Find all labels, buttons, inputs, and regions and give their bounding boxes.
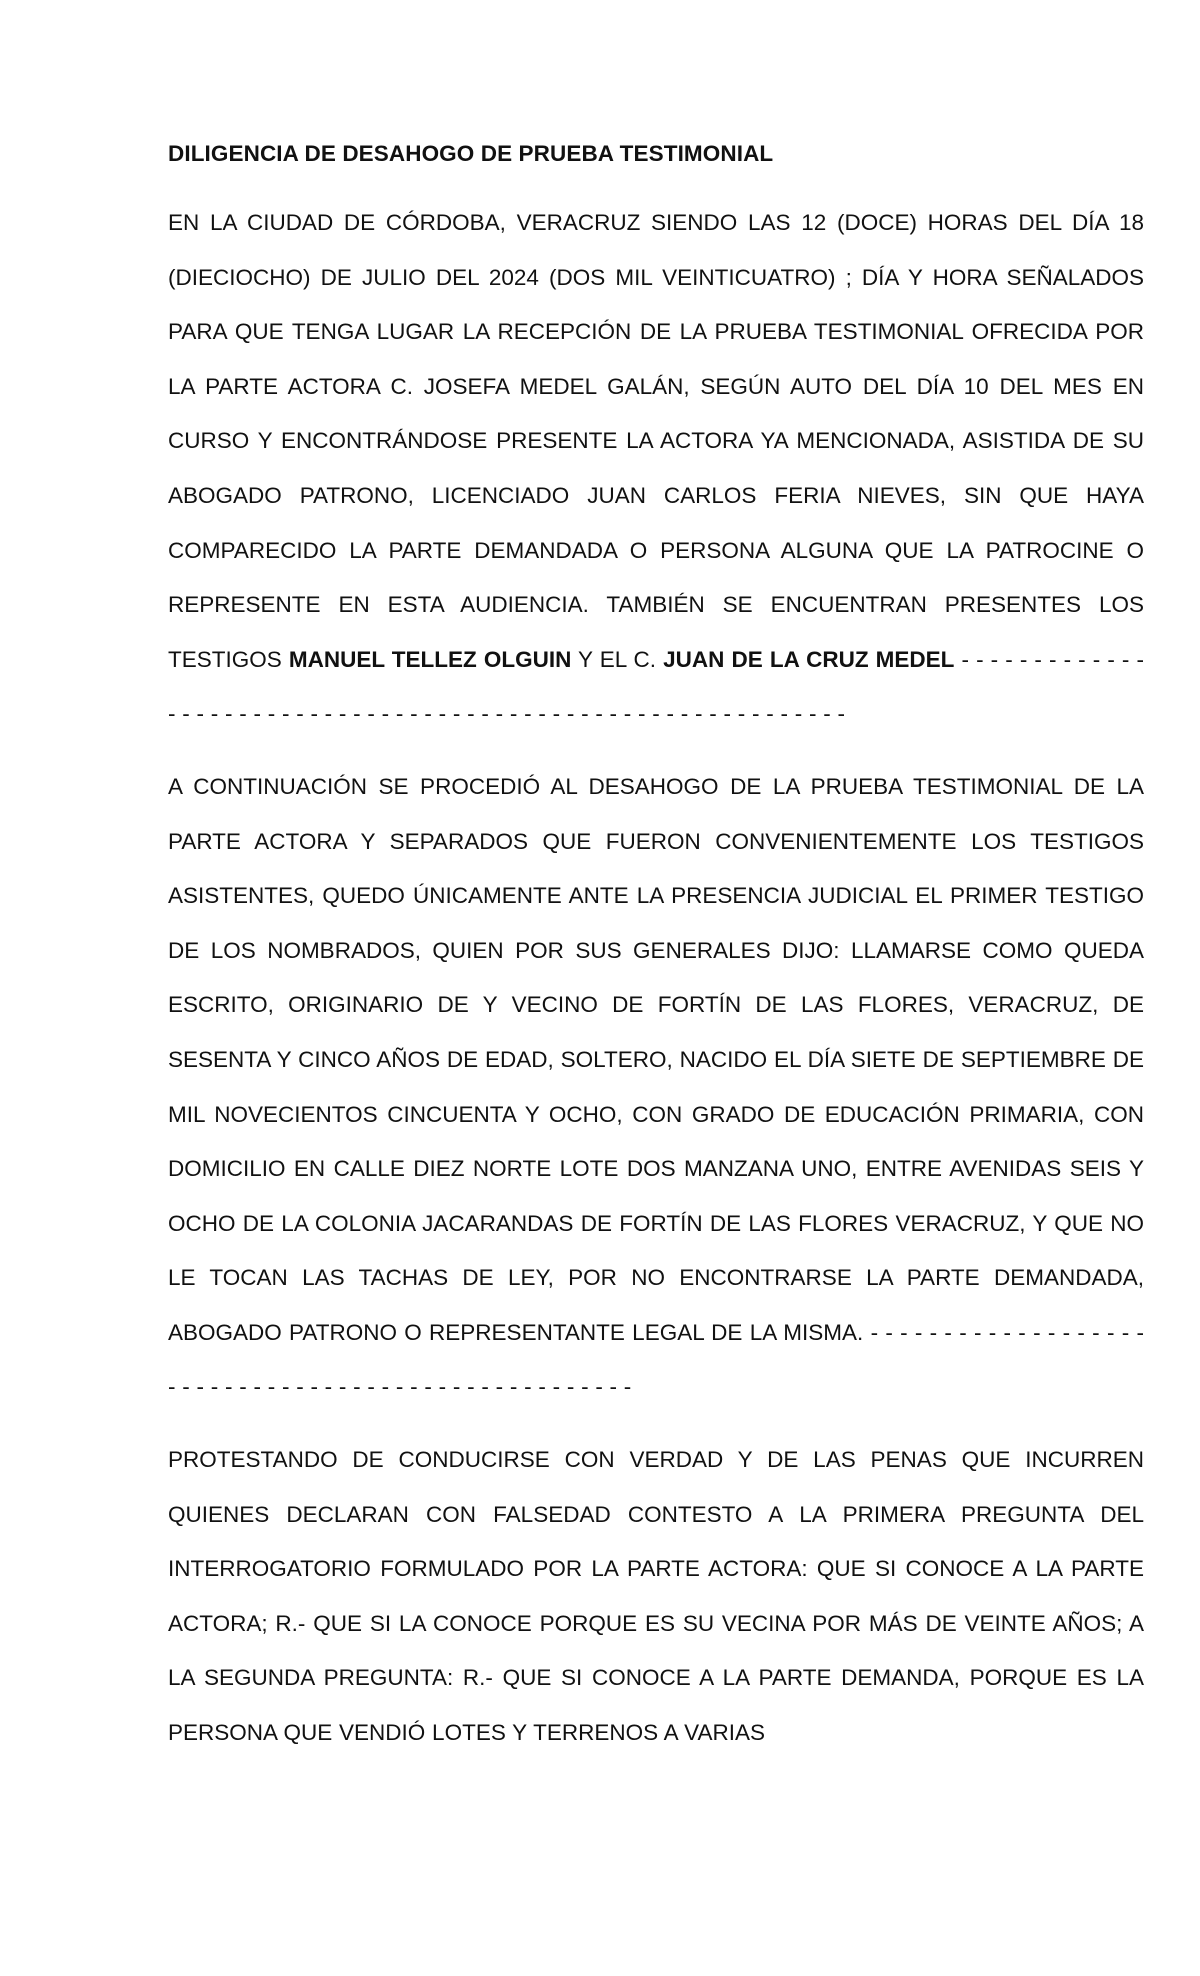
witness-name-1: MANUEL TELLEZ OLGUIN	[288, 646, 572, 672]
paragraph-opening	[168, 196, 1144, 742]
paragraph-opening-connector: Y EL C.	[571, 646, 664, 672]
filler-dashes: - - - - - - - - - - - - - - - - - - - - - - - - - - - - - - - - - - - - - - - - - - - - - - - - - - - -	[168, 1319, 1144, 1400]
filler-dashes: - - - - - - - - - - - - - - - - - - - - - - - - - - - - - - - - - - - - - - - - - - - - - - - - - - - - - - - - - - - - -	[168, 646, 1145, 727]
witness-name-2: JUAN DE LA CRUZ MEDEL	[663, 646, 955, 672]
paragraph-testimony-text: PROTESTANDO DE CONDUCIRSE CON VERDAD Y DE LAS PENAS QUE INCURREN QUIENES DECLARAN CON FALSEDAD CONTESTO A LA PRIMERA PREGUNTA DEL INTERROGATORIO FORMULADO POR LA PARTE ACTORA: QUE SI CONOCE A LA PARTE ACTORA; R.- QUE SI LA CONOCE PORQUE ES SU VECINA POR MÁS DE VEINTE AÑOS; A LA SEGUNDA PREGUNTA: R.- QUE SI CONOCE A LA PARTE DEMANDA, PORQUE ES LA PERSONA QUE VENDIÓ LOTES Y TERRENOS A VARIAS	[168, 1447, 1144, 1746]
paragraph-opening-text: EN LA CIUDAD DE CÓRDOBA, VERACRUZ SIENDO LAS 12 (DOCE) HORAS DEL DÍA 18 (DIECIOCHO) DE JULIO DEL 2024 (DOS MIL VEINTICUATRO) ; DÍA Y HORA SEÑALADOS PARA QUE TENGA LUGAR LA RECEPCIÓN DE LA PRUEBA TESTIMONIAL OFRECIDA POR LA PARTE ACTORA C. JOSEFA MEDEL GALÁN, SEGÚN AUTO DEL DÍA 10 DEL MES EN CURSO Y ENCONTRÁNDOSE PRESENTE LA ACTORA YA MENCIONADA, ASISTIDA DE SU ABOGADO PATRONO, LICENCIADO JUAN CARLOS FERIA NIEVES, SIN QUE HAYA COMPARECIDO LA PARTE DEMANDADA O PERSONA ALGUNA QUE LA PATROCINE O REPRESENTE EN ESTA AUDIENCIA. TAMBIÉN SE ENCUENTRAN PRESENTES LOS TESTIGOS	[168, 210, 1144, 672]
paragraph-witness-generals	[168, 760, 1144, 1415]
document-title: DILIGENCIA DE DESAHOGO DE PRUEBA TESTIMONIAL	[168, 141, 774, 166]
document-body	[168, 138, 1144, 1779]
paragraph-witness-generals-text: A CONTINUACIÓN SE PROCEDIÓ AL DESAHOGO DE LA PRUEBA TESTIMONIAL DE LA PARTE ACTORA Y SEPARADOS QUE FUERON CONVENIENTEMENTE LOS TESTIGOS ASISTENTES, QUEDO ÚNICAMENTE ANTE LA PRESENCIA JUDICIAL EL PRIMER TESTIGO DE LOS NOMBRADOS, QUIEN POR SUS GENERALES DIJO: LLAMARSE COMO QUEDA ESCRITO, ORIGINARIO DE Y VECINO DE FORTÍN DE LAS FLORES, VERACRUZ, DE SESENTA Y CINCO AÑOS DE EDAD, SOLTERO, NACIDO EL DÍA SIETE DE SEPTIEMBRE DE MIL NOVECIENTOS CINCUENTA Y OCHO, CON GRADO DE EDUCACIÓN PRIMARIA, CON DOMICILIO EN CALLE DIEZ NORTE LOTE DOS MANZANA UNO, ENTRE AVENIDAS SEIS Y OCHO DE LA COLONIA JACARANDAS DE FORTÍN DE LAS FLORES VERACRUZ, Y QUE NO LE TOCAN LAS TACHAS DE LEY, POR NO ENCONTRARSE LA PARTE DEMANDADA, ABOGADO PATRONO O REPRESENTANTE LEGAL DE LA MISMA.	[168, 773, 1144, 1345]
paragraph-testimony	[168, 1433, 1144, 1761]
